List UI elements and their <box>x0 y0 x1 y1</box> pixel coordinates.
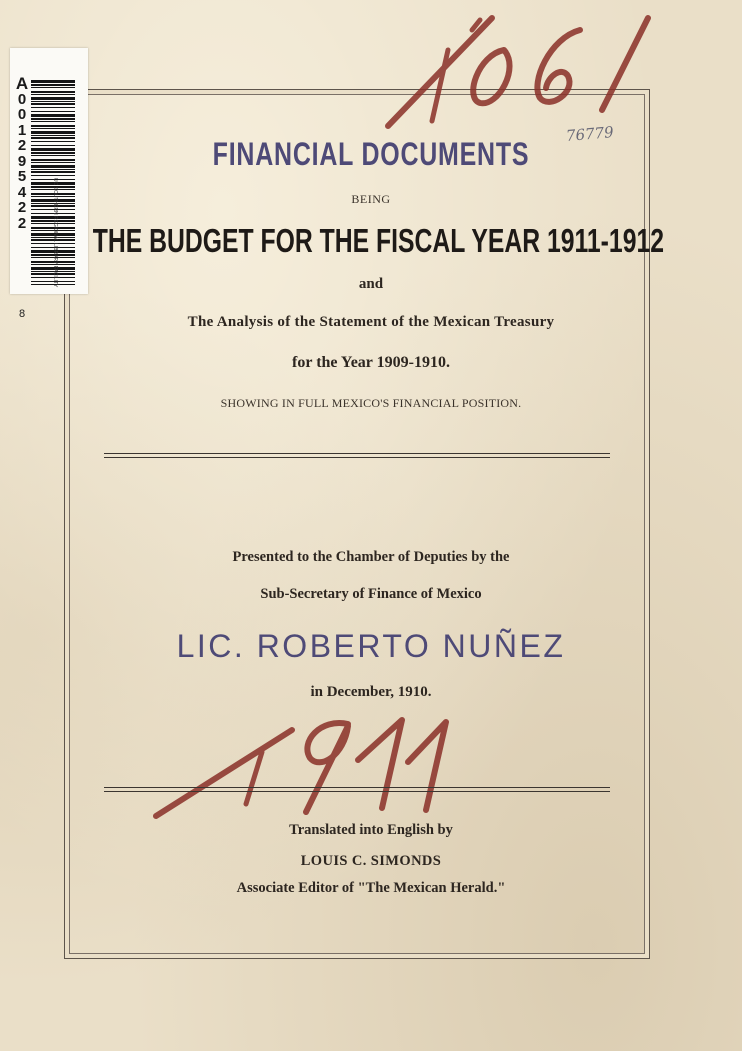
and-label: and <box>358 276 384 292</box>
barcode-bar <box>31 155 75 156</box>
barcode-bar <box>31 148 75 151</box>
barcode-bar <box>31 135 75 136</box>
translated-by-line: Translated into English by <box>289 822 453 838</box>
barcode-bar <box>31 91 75 93</box>
double-rule-divider <box>104 453 610 458</box>
barcode-bar <box>31 159 75 161</box>
barcode-bar <box>31 118 75 120</box>
presentation-date: in December, 1910. <box>310 684 432 700</box>
barcode-bar <box>31 107 75 108</box>
library-barcode-label <box>10 48 88 320</box>
barcode-bar <box>31 111 75 112</box>
barcode-characters: A 0 0 1 2 9 5 4 2 2 <box>15 74 29 232</box>
barcode-bar <box>31 152 75 154</box>
year-line: for the Year 1909-1910. <box>292 354 450 371</box>
barcode-bar <box>31 94 75 95</box>
barcode-bar <box>31 169 75 170</box>
showing-line: SHOWING IN FULL MEXICO'S FINANCIAL POSITION. <box>220 396 522 410</box>
barcode-bar <box>31 131 75 134</box>
presented-line-1: Presented to the Chamber of Deputies by the <box>232 549 510 565</box>
pencil-annotation: 76779 <box>565 122 615 146</box>
barcode-bar <box>31 165 75 168</box>
presented-line-2: Sub-Secretary of Finance of Mexico <box>260 586 482 602</box>
barcode-bar <box>31 84 75 86</box>
barcode-bar <box>31 141 75 142</box>
barcode-bar <box>31 114 75 117</box>
translator-role: Associate Editor of "The Mexican Herald." <box>236 880 506 896</box>
budget-heading: THE BUDGET FOR THE FISCAL YEAR 1911-1912 <box>92 222 664 259</box>
barcode-bar <box>31 80 75 83</box>
being-label: BEING <box>351 192 391 206</box>
barcode-small-number: 8 <box>19 308 26 320</box>
barcode-bar <box>31 103 75 105</box>
barcode-bar <box>31 121 75 122</box>
barcode-bar <box>31 137 75 139</box>
barcode-bar <box>31 87 75 88</box>
barcode-bar <box>31 171 75 173</box>
barcode-bar <box>31 145 75 146</box>
analysis-line: The Analysis of the Statement of the Mexican Treasury <box>187 314 555 330</box>
translator-name: LOUIS C. SIMONDS <box>300 853 442 869</box>
barcode-bar <box>31 128 75 129</box>
double-rule-divider <box>104 787 610 792</box>
barcode-vertical-text: UC SOUTHERN REGIONAL LIBRARY FACILITY <box>52 178 58 288</box>
barcode-bar <box>31 175 75 176</box>
barcode-bar <box>31 101 75 102</box>
barcode-bar <box>31 162 75 163</box>
document-title: FINANCIAL DOCUMENTS <box>212 136 530 172</box>
author-name: LIC. ROBERTO NUÑEZ <box>176 628 566 664</box>
barcode-bar <box>31 97 75 100</box>
barcode-bar <box>31 125 75 127</box>
